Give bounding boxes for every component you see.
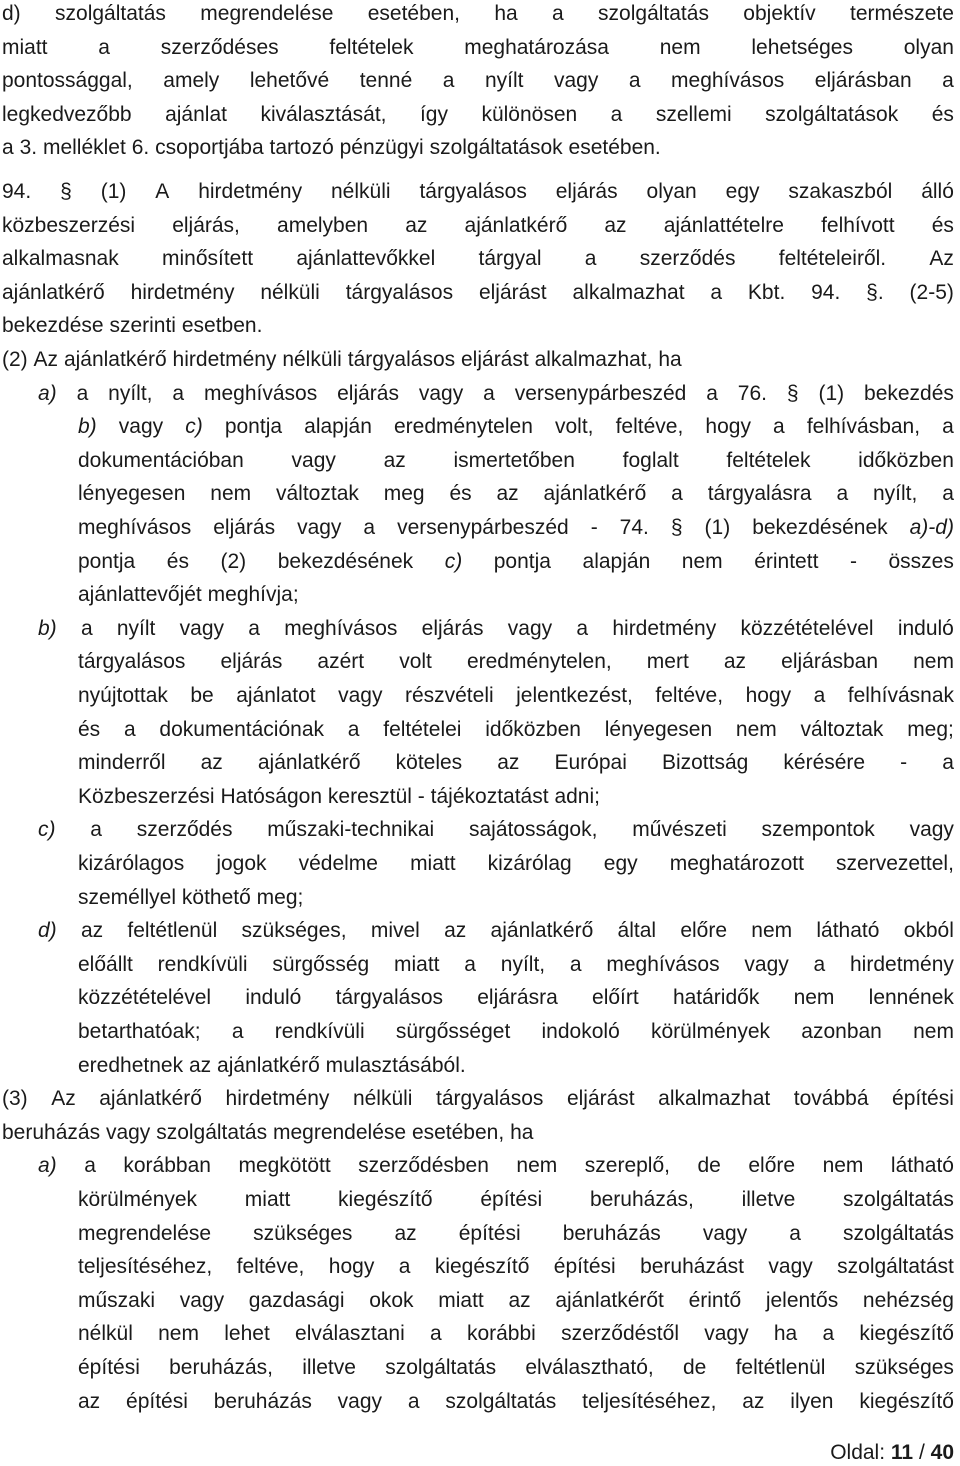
text-line: Közbeszerzési Hatóságon keresztül - tájékoztatást adni;	[78, 784, 600, 808]
text-line: nélkül nem lehet elválasztani a korábbi szerződéstől vagy ha a kiegészítő	[78, 1322, 954, 1346]
text-line: beruházás vagy szolgáltatás megrendelése esetében, ha	[2, 1120, 534, 1144]
text-line: közzétételével induló tárgyalásos eljárásra előírt határidők nem lennének	[78, 986, 954, 1010]
text-line: lényegesen nem változtak meg és az ajánlatkérő a tárgyalásra a nyílt, a	[78, 482, 954, 506]
page-current: 11	[890, 1441, 914, 1464]
text-line: minderről az ajánlatkérő köteles az Európai Bizottság kérésére - a	[78, 751, 954, 775]
text-line: betarthatóak; a rendkívüli sürgősséget indokoló körülmények azonban nem	[78, 1020, 954, 1043]
text-line: (3) Az ajánlatkérő hirdetmény nélküli tárgyalásos eljárást alkalmazhat továbbá építési	[2, 1087, 954, 1111]
text-line: az építési beruházás vagy a szolgáltatás teljesítéséhez, az ilyen kiegészítő	[78, 1389, 954, 1413]
text-line: tárgyalásos eljárás azért volt eredménytelen, mert az eljárásban nem	[78, 650, 954, 674]
text-line: b) vagy c) pontja alapján eredménytelen volt, feltéve, hogy a felhívásban, a	[78, 415, 954, 439]
text-line: megrendelése szükséges az építési beruházás vagy a szolgáltatás	[78, 1221, 954, 1245]
text-line: építési beruházás, illetve szolgáltatás elválasztható, de feltétlenül szükséges	[78, 1356, 954, 1379]
text-line: ajánlatkérő hirdetmény nélküli tárgyalásos eljárást alkalmazhat a Kbt. 94. §. (2-5)	[2, 280, 954, 304]
text-line: alkalmasnak minősített ajánlattevőkkel tárgyal a szerződés feltételeiről. Az	[2, 247, 954, 271]
text-line: műszaki vagy gazdasági okok miatt az ajánlatkérőt érintő jelentős nehézség	[78, 1288, 954, 1312]
text-line: a 3. melléklet 6. csoportjába tartozó pénzügyi szolgáltatások esetében.	[2, 136, 661, 160]
text-line: nyújtottak be ajánlatot vagy részvételi jelentkezést, feltéve, hogy a felhívásnak	[78, 684, 954, 707]
text-line: meghívásos eljárás vagy a versenypárbeszéd - 74. § (1) bekezdésének a)-d)	[78, 516, 954, 539]
text-line: miatt a szerződéses feltételek meghatározása nem lehetséges olyan	[2, 35, 954, 59]
text-line: 94. § (1) A hirdetmény nélküli tárgyalásos eljárás olyan egy szakaszból álló	[2, 180, 954, 203]
text-line: személlyel köthető meg;	[78, 885, 304, 909]
text-line: (2) Az ajánlatkérő hirdetmény nélküli tárgyalásos eljárást alkalmazhat, ha	[2, 348, 682, 371]
text-line: és a dokumentációnak a feltételei időközben lényegesen nem változtak meg;	[78, 717, 954, 741]
text-line: d) szolgáltatás megrendelése esetében, ha a szolgáltatás objektív természete	[2, 2, 954, 25]
text-line: a) a korábban megkötött szerződésben nem szereplő, de előre nem látható	[38, 1154, 954, 1178]
text-line: körülmények miatt kiegészítő építési beruházás, illetve szolgáltatás	[78, 1188, 954, 1211]
text-line: c) a szerződés műszaki-technikai sajátosságok, művészeti szempontok vagy	[38, 818, 954, 842]
page-label: Oldal:	[830, 1441, 886, 1464]
text-line: dokumentációban vagy az ismertetőben foglalt feltételek időközben	[78, 448, 954, 472]
text-line: előállt rendkívüli sürgősség miatt a nyílt, a meghívásos vagy a hirdetmény	[78, 952, 954, 976]
text-line: eredhetnek az ajánlatkérő mulasztásából.	[78, 1053, 466, 1077]
text-line: legkedvezőbb ajánlat kiválasztását, így különösen a szellemi szolgáltatások és	[2, 102, 954, 126]
text-line: b) a nyílt vagy a meghívásos eljárás vagy a hirdetmény közzétételével induló	[38, 616, 954, 640]
text-line: pontja és (2) bekezdésének c) pontja alapján nem érintett - összes	[78, 549, 954, 573]
text-line: teljesítéséhez, feltéve, hogy a kiegészítő építési beruházást vagy szolgáltatást	[78, 1255, 954, 1279]
text-line: a) a nyílt, a meghívásos eljárás vagy a versenypárbeszéd a 76. § (1) bekezdés	[38, 381, 954, 405]
text-line: közbeszerzési eljárás, amelyben az ajánlatkérő az ajánlattételre felhívott és	[2, 213, 954, 237]
page-footer	[830, 1440, 954, 1466]
page-total: 40	[930, 1441, 954, 1464]
text-line: bekezdése szerinti esetben.	[2, 314, 263, 338]
text-line: kizárólagos jogok védelme miatt kizárólag egy meghatározott szervezettel,	[78, 852, 954, 875]
text-line: pontossággal, amely lehetővé tenné a nyílt vagy a meghívásos eljárásban a	[2, 69, 954, 93]
text-line: d) az feltétlenül szükséges, mivel az ajánlatkérő által előre nem látható okból	[38, 919, 954, 943]
text-line: ajánlattevőjét meghívja;	[78, 583, 299, 607]
page-separator: /	[918, 1441, 925, 1464]
